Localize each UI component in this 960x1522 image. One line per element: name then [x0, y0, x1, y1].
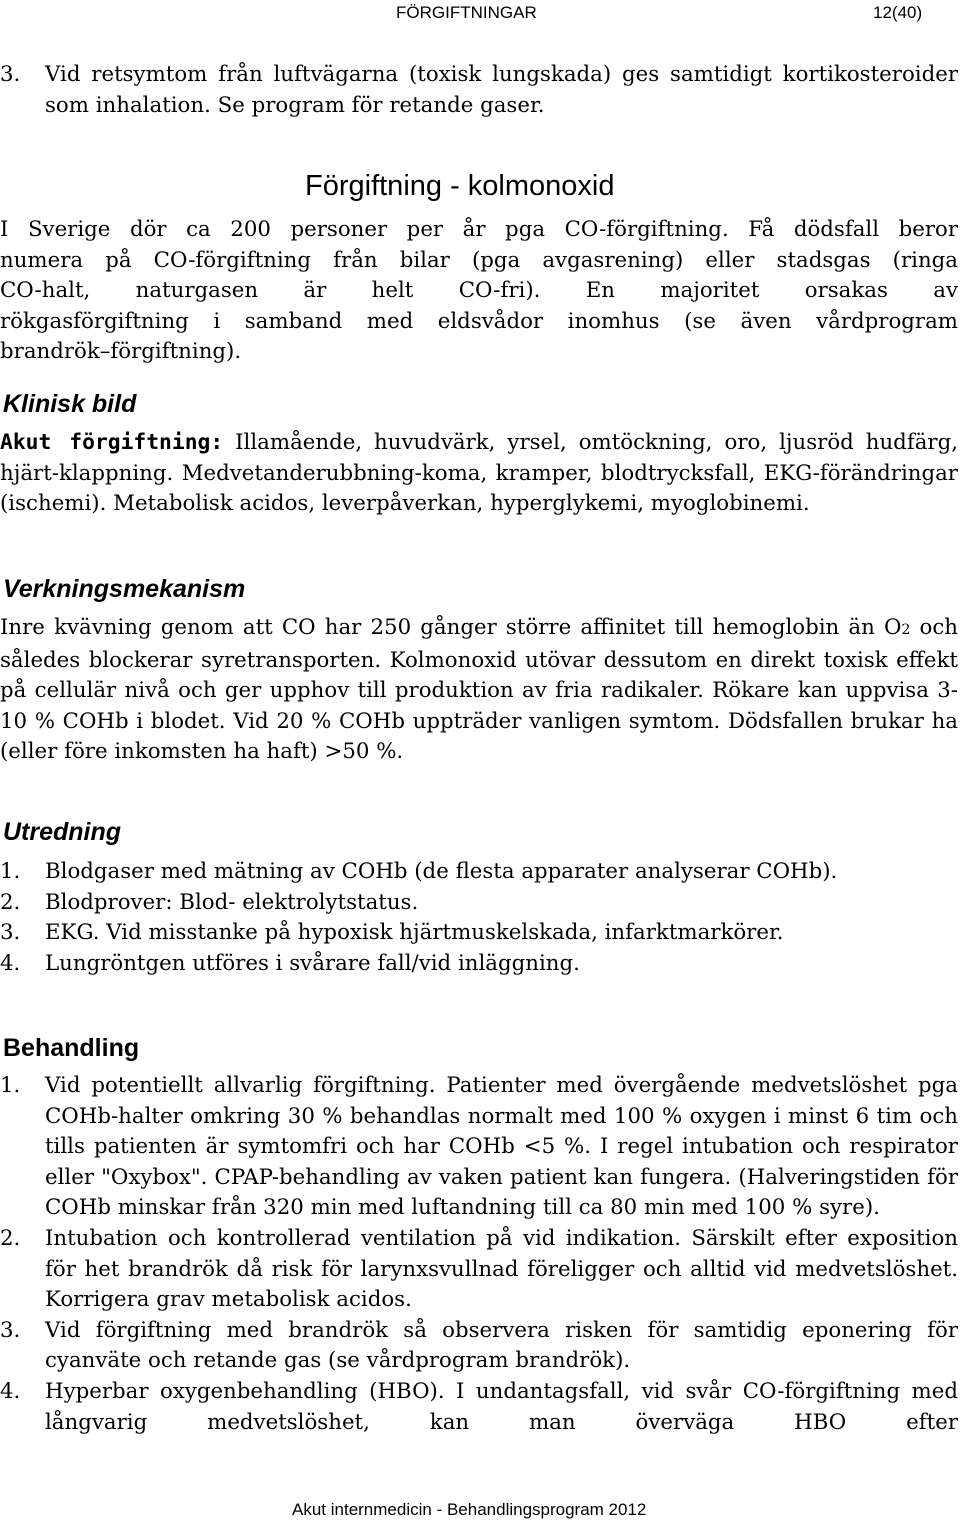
- list-item-number: 4.: [0, 1378, 21, 1404]
- paragraph-line: brandrök–förgiftning).: [0, 339, 242, 365]
- list-item-text: Hyperbar oxygenbehandling (HBO). I undantagsfall, vid svår CO-förgiftning med långvarig medvetslöshet, kan man överväga HBO efter: [45, 1378, 958, 1435]
- clinical-text: Illamående, huvudvärk, yrsel, omtöckning, oro, ljusröd hudfärg, hjärt-klappning. Medvetanderubbning-koma, kramper, blodtrycksfall, EKG-förändringar (ischemi). Metabolisk acidos, leverpåverkan, hyperglykemi, myoglobinemi.: [0, 430, 958, 517]
- list-item: [0, 857, 958, 888]
- list-item: [0, 949, 958, 980]
- clinical-paragraph: [0, 428, 958, 520]
- list-item-text: Vid förgiftning med brandrök så observera risken för samtidig eponering för cyanväte och retande gas (se vårdprogram brandrök).: [45, 1317, 958, 1374]
- list-item-text: EKG. Vid misstanke på hypoxisk hjärtmuskelskada, infarktmarkörer.: [45, 920, 784, 946]
- paragraph-line: rökgasförgiftning i samband med eldsvådor inomhus (se även vårdprogram: [0, 308, 958, 334]
- list-item-text: Intubation och kontrollerad ventilation på vid indikation. Särskilt efter exposition för het brandrök då risk för larynxsvullnad föreligger och alltid vid medvetslöshet. Korrigera grav metabolisk acidos.: [45, 1225, 958, 1313]
- list-item-number: 1.: [0, 1073, 21, 1098]
- paragraph-line: I Sverige dör ca 200 personer per år pga CO-förgiftning. Få dödsfall beror: [0, 217, 958, 242]
- intro-paragraph: [0, 215, 958, 368]
- list-item-text: Blodgaser med mätning av COHb (de flesta apparater analyserar COHb).: [45, 859, 838, 884]
- mechanism-text-after: och således blockerar syretransporten. Kolmonoxid utövar dessutom en direkt toxisk effekt på cellulär nivå och ger upphov till produktion av fria radikaler. Rökare kan uppvisa 3-10 % COHb i blodet. Vid 20 % COHb uppträder vanligen symtom. Dödsfallen brukar ha (eller före inkomsten ha haft) >50 %.: [0, 615, 958, 765]
- clinical-lead: Akut förgiftning:: [0, 430, 224, 455]
- treatment-list: [0, 1071, 958, 1438]
- page-number: 12(40): [873, 3, 923, 22]
- list-item: [0, 1224, 958, 1316]
- list-item-number: 2.: [0, 889, 21, 915]
- list-item: [0, 1316, 958, 1377]
- mechanism-subscript: 2: [901, 622, 911, 638]
- list-item-number: 3.: [0, 62, 21, 87]
- list-item-number: 1.: [0, 859, 21, 884]
- page-footer: Akut internmedicin - Behandlingsprogram 2012: [292, 1500, 647, 1519]
- heading-behandling: Behandling: [3, 1034, 140, 1062]
- mechanism-text-before: Inre kvävning genom att CO har 250 gånger större affinitet till hemoglobin än O: [0, 615, 902, 640]
- list-item-text: Vid retsymtom från luftvägarna (toxisk lungskada) ges samtidigt kortikosteroider som inhalation. Se program för retande gaser.: [45, 62, 958, 118]
- heading-verkningsmekanism: Verkningsmekanism: [3, 575, 246, 603]
- list-item: [0, 60, 958, 121]
- list-item-number: 2.: [0, 1225, 21, 1251]
- heading-klinisk-bild: Klinisk bild: [3, 390, 137, 418]
- list-item: [0, 1071, 958, 1224]
- investigation-list: [0, 857, 958, 979]
- list-item-number: 3.: [0, 920, 21, 946]
- list-item-text: Blodprover: Blod- elektrolytstatus.: [45, 889, 419, 915]
- list-item: [0, 918, 958, 949]
- list-item-text: Vid potentiellt allvarlig förgiftning. Patienter med övergående medvetslöshet pga COHb-halter omkring 30 % behandlas normalt med 100 % oxygen i minst 6 tim och tills patienten är symtomfri och har COHb <5 %. I regel intubation och respirator eller "Oxybox". CPAP-behandling av vaken patient kan fungera. (Halveringstiden för COHb minskar från 320 min med luftandning till ca 80 min med 100 % syre).: [45, 1073, 958, 1221]
- list-item-text: Lungröntgen utföres i svårare fall/vid inläggning.: [45, 950, 580, 976]
- section-title: Förgiftning - kolmonoxid: [305, 170, 615, 202]
- paragraph-line: numera på CO-förgiftning från bilar (pga avgasrening) eller stadsgas (ringa: [0, 247, 958, 273]
- heading-utredning: Utredning: [3, 818, 122, 846]
- running-header-title: FÖRGIFTNINGAR: [396, 3, 537, 22]
- list-item: [0, 888, 958, 919]
- list-item-number: 3.: [0, 1317, 21, 1343]
- paragraph-line: CO-halt, naturgasen är helt CO-fri). En majoritet orsakas av: [0, 278, 958, 304]
- list-item-number: 4.: [0, 950, 21, 976]
- mechanism-paragraph: [0, 613, 958, 768]
- list-item: [0, 1377, 958, 1438]
